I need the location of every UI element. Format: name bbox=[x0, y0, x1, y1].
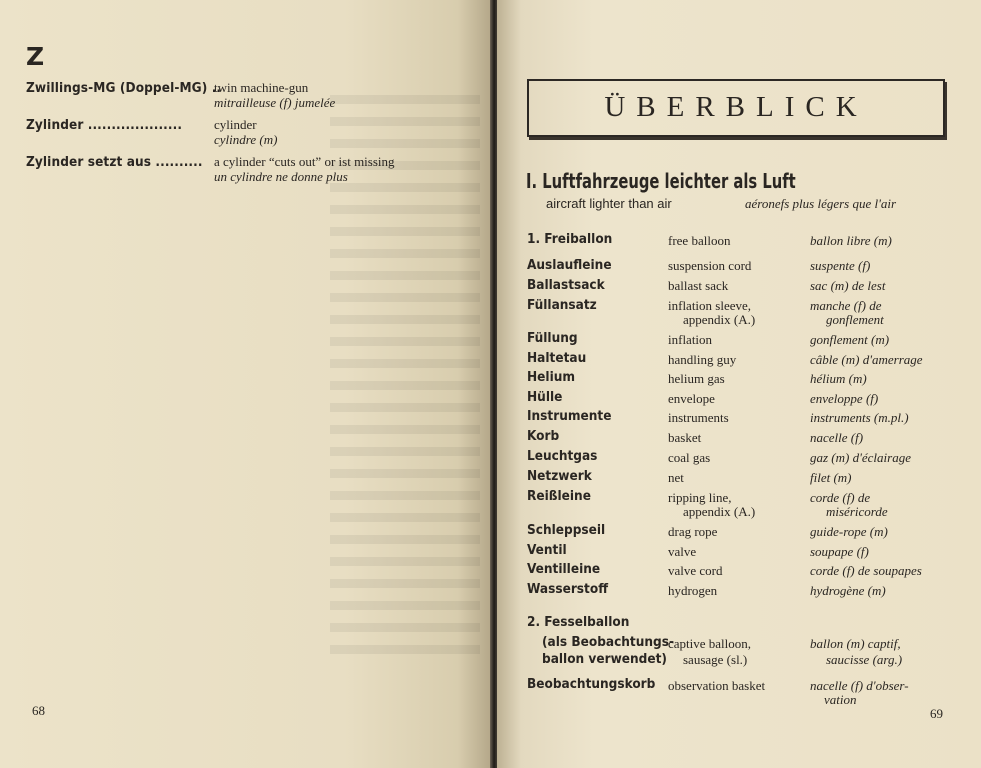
entry-en: hydrogen bbox=[668, 583, 718, 598]
entry-en: ballast sack bbox=[668, 278, 729, 293]
entry-fr: câble (m) d'amerrage bbox=[810, 352, 923, 367]
section-letter: Z bbox=[26, 42, 45, 71]
entry-fr-cont: gonflement bbox=[826, 312, 884, 327]
entry-de: Zwillings-MG (Doppel-MG) .. bbox=[26, 80, 222, 96]
entry-de: Reißleine bbox=[527, 488, 591, 504]
entry-de: Schleppseil bbox=[527, 522, 606, 538]
entry-de: Wasserstoff bbox=[527, 581, 609, 597]
entry-en: envelope bbox=[668, 391, 715, 406]
entry-fr: nacelle (f) d'obser- bbox=[810, 678, 909, 693]
entry-fr-cont: saucisse (arg.) bbox=[826, 652, 903, 667]
entry-de: Instrumente bbox=[527, 408, 612, 424]
entry-de: Ventilleine bbox=[527, 561, 601, 577]
entry-en: a cylinder “cuts out” or ist missing bbox=[214, 154, 395, 169]
subsection-heading: 2. Fesselballon bbox=[527, 614, 630, 630]
entry-fr: instruments (m.pl.) bbox=[810, 410, 909, 425]
entry-fr: guide-rope (m) bbox=[810, 524, 888, 539]
entry-fr: hélium (m) bbox=[810, 371, 867, 386]
entry-fr: nacelle (f) bbox=[810, 430, 864, 445]
entry-en-cont: appendix (A.) bbox=[683, 504, 756, 519]
section-heading: I. Luftfahrzeuge leichter als Luft bbox=[526, 169, 796, 193]
entry-en: helium gas bbox=[668, 371, 725, 386]
entry-de: Zylinder .................... bbox=[26, 117, 183, 133]
entry-en: captive balloon, bbox=[668, 636, 752, 651]
entry-en: net bbox=[668, 470, 684, 485]
entry-en-cont: appendix (A.) bbox=[683, 312, 756, 327]
entry-fr: soupape (f) bbox=[810, 544, 869, 559]
entry-en: valve bbox=[668, 544, 697, 559]
entry-fr: suspente (f) bbox=[810, 258, 871, 273]
entry-en: coal gas bbox=[668, 450, 711, 465]
entry-de: Füllung bbox=[527, 330, 578, 346]
entry-fr: hydrogène (m) bbox=[810, 583, 886, 598]
entry-fr: manche (f) de bbox=[810, 298, 882, 313]
entry-en: observation basket bbox=[668, 678, 766, 693]
entry-fr: enveloppe (f) bbox=[810, 391, 879, 406]
entry-en: handling guy bbox=[668, 352, 737, 367]
entry-de: Haltetau bbox=[527, 350, 587, 366]
entry-fr: cylindre (m) bbox=[214, 132, 278, 147]
page-title: ÜBERBLICK bbox=[604, 91, 868, 123]
entry-de: (als Beobachtungs- bbox=[542, 634, 675, 650]
entry-fr: ballon libre (m) bbox=[810, 233, 892, 248]
entry-en: instruments bbox=[668, 410, 729, 425]
entry-en: suspension cord bbox=[668, 258, 752, 273]
entry-fr: gonflement (m) bbox=[810, 332, 890, 347]
page-number: 69 bbox=[930, 706, 943, 721]
entry-en-cont: sausage (sl.) bbox=[683, 652, 748, 667]
entry-fr-cont: miséricorde bbox=[826, 504, 888, 519]
entry-de: Korb bbox=[527, 428, 560, 444]
entry-de: Füllansatz bbox=[527, 297, 597, 313]
entry-fr-cont: vation bbox=[824, 692, 857, 707]
entry-fr: un cylindre ne donne plus bbox=[214, 169, 348, 184]
entry-de: Ballastsack bbox=[527, 277, 605, 293]
entry-en: basket bbox=[668, 430, 702, 445]
entry-en: cylinder bbox=[214, 117, 257, 132]
entry-fr: filet (m) bbox=[810, 470, 852, 485]
entry-fr: mitrailleuse (f) jumelée bbox=[214, 95, 336, 110]
entry-en: twin machine-gun bbox=[214, 80, 309, 95]
bleed-through-texture bbox=[330, 95, 480, 655]
entry-de: Leuchtgas bbox=[527, 448, 598, 464]
entry-de: Beobachtungskorb bbox=[527, 676, 656, 692]
entry-fr: corde (f) de soupapes bbox=[810, 563, 922, 578]
title-box bbox=[527, 79, 945, 137]
entry-fr: corde (f) de bbox=[810, 490, 871, 505]
subsection-heading: 1. Freiballon bbox=[527, 231, 613, 247]
entry-fr: sac (m) de lest bbox=[810, 278, 886, 293]
entry-fr: ballon (m) captif, bbox=[810, 636, 901, 651]
entry-en: drag rope bbox=[668, 524, 718, 539]
entry-en: free balloon bbox=[668, 233, 731, 248]
entry-de: Zylinder setzt aus .......... bbox=[26, 154, 203, 170]
entry-de: Ventil bbox=[527, 542, 567, 558]
entry-de: Netzwerk bbox=[527, 468, 592, 484]
entry-en: ripping line, bbox=[668, 490, 732, 505]
entry-en: inflation bbox=[668, 332, 713, 347]
page-number: 68 bbox=[32, 703, 45, 718]
entry-en: valve cord bbox=[668, 563, 723, 578]
section-subtitle-fr: aéronefs plus légers que l'air bbox=[745, 196, 897, 211]
entry-fr: gaz (m) d'éclairage bbox=[810, 450, 911, 465]
entry-de: Helium bbox=[527, 369, 576, 385]
entry-de-cont: ballon verwendet) bbox=[542, 651, 667, 667]
section-subtitle-en: aircraft lighter than air bbox=[546, 196, 672, 211]
entry-en: inflation sleeve, bbox=[668, 298, 752, 313]
entry-de: Auslaufleine bbox=[527, 257, 612, 273]
entry-de: Hülle bbox=[527, 389, 563, 405]
